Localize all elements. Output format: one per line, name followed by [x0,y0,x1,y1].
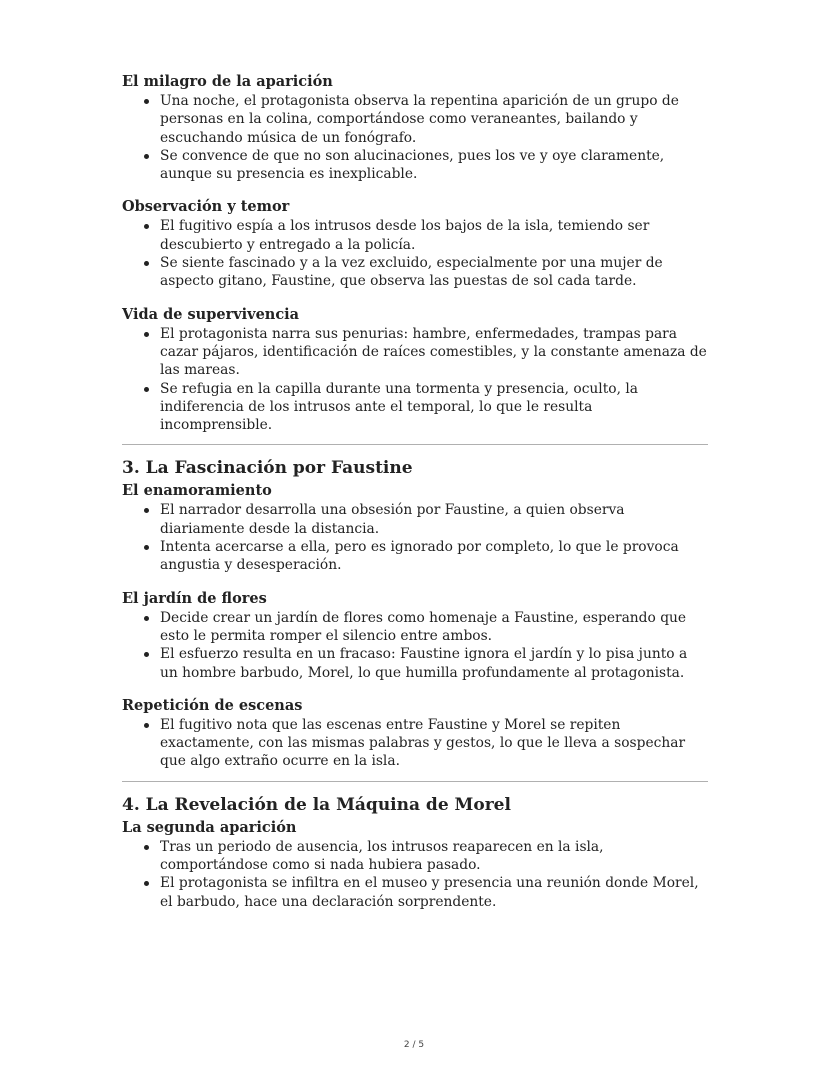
list-item: El fugitivo nota que las escenas entre Faustine y Morel se repiten exactamente, con las mismas palabras y gestos, lo que le lleva a sospechar que algo extraño ocurre en la isla. [160,716,708,771]
section-divider [122,781,708,782]
subsection-title: El enamoramiento [122,482,272,500]
bullet-list [122,501,708,574]
subsection-segunda-aparicion [122,818,708,911]
document-page [122,72,708,925]
section-heading: 4. La Revelación de la Máquina de Morel [122,794,511,815]
list-item: El narrador desarrolla una obsesión por Faustine, a quien observa diariamente desde la distancia. [160,501,708,538]
list-item: Se convence de que no son alucinaciones, pues los ve y oye claramente, aunque su presencia es inexplicable. [160,147,708,184]
list-item: Una noche, el protagonista observa la repentina aparición de un grupo de personas en la colina, comportándose como veraneantes, bailando y escuchando música de un fonógrafo. [160,92,708,147]
subsection-observacion [122,197,708,290]
subsection-title: La segunda aparición [122,818,297,836]
section-divider [122,444,708,445]
subsection-enamoramiento [122,481,708,574]
bullet-list [122,325,708,435]
subsection-title: Observación y temor [122,198,290,216]
list-item: El protagonista se infiltra en el museo y presencia una reunión donde Morel, el barbudo, hace una declaración sorprendente. [160,874,708,911]
list-item: El esfuerzo resulta en un fracaso: Faustine ignora el jardín y lo pisa junto a un hombre barbudo, Morel, lo que humilla profundamente al protagonista. [160,645,708,682]
bullet-list [122,92,708,183]
section-heading: 3. La Fascinación por Faustine [122,458,413,479]
subsection-supervivencia [122,305,708,435]
subsection-title: Repetición de escenas [122,696,303,714]
list-item: El protagonista narra sus penurias: hambre, enfermedades, trampas para cazar pájaros, identificación de raíces comestibles, y la constante amenaza de las mareas. [160,325,707,379]
subsection-milagro [122,72,708,183]
bullet-list [122,217,708,290]
bullet-list [122,838,708,911]
page-number: 2 / 5 [403,1040,425,1050]
list-item: Tras un periodo de ausencia, los intrusos reaparecen en la isla, comportándose como si nada hubiera pasado. [160,838,708,875]
subsection-title: El milagro de la aparición [122,73,333,90]
bullet-list [122,716,708,771]
subsection-title: Vida de supervivencia [122,305,300,323]
list-item: Se refugia en la capilla durante una tormenta y presencia, oculto, la indiferencia de los intrusos ante el temporal, lo que le resulta incomprensible. [160,380,708,435]
list-item: Intenta acercarse a ella, pero es ignorado por completo, lo que le provoca angustia y desesperación. [160,538,708,575]
list-item: Decide crear un jardín de flores como homenaje a Faustine, esperando que esto le permita romper el silencio entre ambos. [160,609,708,646]
bullet-list [122,609,708,682]
list-item: Se siente fascinado y a la vez excluido, especialmente por una mujer de aspecto gitano, Faustine, que observa las puestas de sol cada tarde. [160,254,708,291]
subsection-repeticion [122,696,708,771]
subsection-jardin [122,589,708,682]
subsection-title: El jardín de flores [122,589,267,607]
list-item: El fugitivo espía a los intrusos desde los bajos de la isla, temiendo ser descubierto y entregado a la policía. [160,217,708,254]
